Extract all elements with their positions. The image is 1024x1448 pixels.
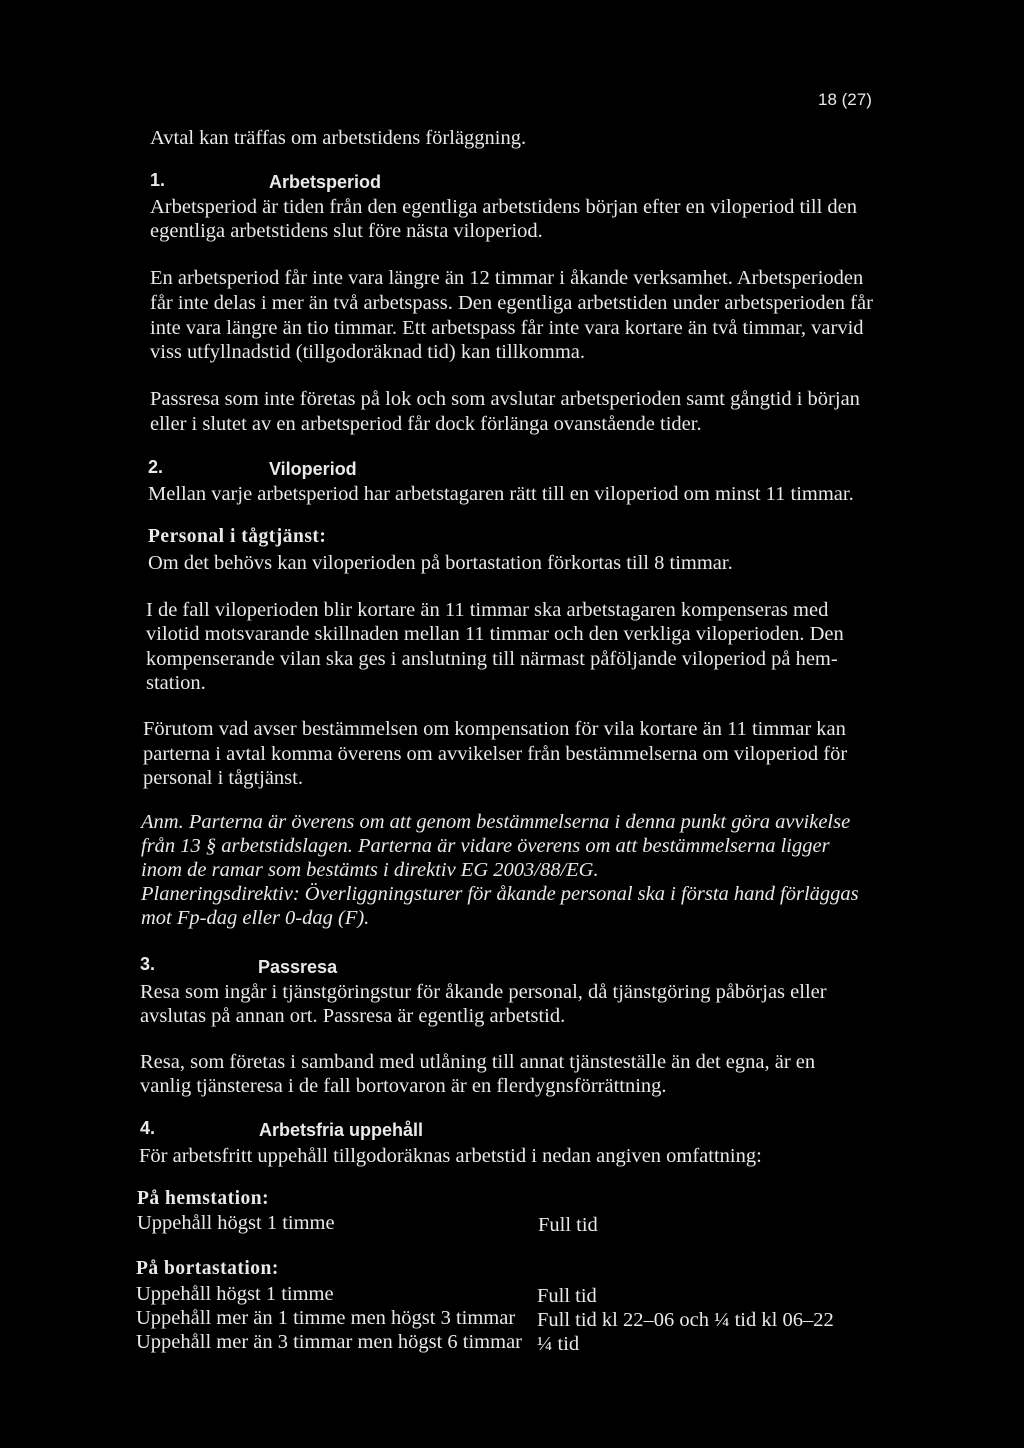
bortastation-row-label: Uppehåll mer än 1 timme men högst 3 timmar <box>136 1307 516 1329</box>
note-line: inom de ramar som bestämts i direktiv EG 2003/88/EG. <box>141 859 599 881</box>
paragraph-line: I de fall viloperioden blir kortare än 11 timmar ska arbetstagaren kompenseras med <box>146 599 829 621</box>
section-4-number: 4. <box>140 1118 156 1138</box>
paragraph-line: Passresa som inte företas på lok och som avslutar arbetsperioden samt gångtid i början <box>150 388 860 410</box>
paragraph-line: eller i slutet av en arbetsperiod får dock förlänga ovanstående tider. <box>150 413 702 435</box>
bortastation-row-value: Full tid kl 22–06 och ¼ tid kl 06–22 <box>537 1309 834 1331</box>
paragraph-line: inte vara längre än tio timmar. Ett arbetspass får inte vara kortare än två timmar, varvid <box>150 317 864 339</box>
section-4-title: Arbetsfria uppehåll <box>259 1120 424 1140</box>
paragraph-line: vilotid motsvarande skillnaden mellan 11 timmar och den verkliga viloperioden. Den <box>146 623 844 645</box>
subheading-bortastation: På bortastation: <box>136 1258 279 1279</box>
note-line: från 13 § arbetstidslagen. Parterna är vidare överens om att bestämmelserna ligger <box>141 835 830 857</box>
page-number: 18 (27) <box>818 90 872 109</box>
paragraph-line: För arbetsfritt uppehåll tillgodoräknas arbetstid i nedan angiven omfattning: <box>139 1145 762 1167</box>
subheading-hemstation: På hemstation: <box>137 1188 270 1209</box>
note-line: mot Fp-dag eller 0-dag (F). <box>141 907 370 929</box>
bortastation-row-value: ¼ tid <box>537 1333 580 1355</box>
section-3-title: Passresa <box>258 957 338 977</box>
section-2-number: 2. <box>148 457 164 477</box>
paragraph-line: viss utfyllnadstid (tillgodoräknad tid) kan tillkomma. <box>150 341 586 363</box>
hemstation-row-value: Full tid <box>538 1214 598 1236</box>
paragraph-line: vanlig tjänsteresa i de fall bortovaron är en flerdygnsförrättning. <box>140 1075 667 1097</box>
intro-text: Avtal kan träffas om arbetstidens förläggning. <box>150 127 527 149</box>
note-line: Anm. Parterna är överens om att genom bestämmelserna i denna punkt göra avvikelse <box>141 811 851 833</box>
bortastation-row-value: Full tid <box>537 1285 597 1307</box>
paragraph-line: Förutom vad avser bestämmelsen om kompensation för vila kortare än 11 timmar kan <box>143 718 846 740</box>
paragraph-line: parterna i avtal komma överens om avvikelser från bestämmelserna om viloperiod för <box>143 743 848 765</box>
paragraph-line: avslutas på annan ort. Passresa är egentlig arbetstid. <box>140 1005 566 1027</box>
paragraph-line: Om det behövs kan viloperioden på bortastation förkortas till 8 timmar. <box>148 552 733 574</box>
section-1-title: Arbetsperiod <box>269 172 382 192</box>
section-3-number: 3. <box>140 954 156 974</box>
paragraph-line: får inte delas i mer än två arbetspass. Den egentliga arbetstiden under arbetsperioden får <box>150 292 873 314</box>
bortastation-row-label: Uppehåll högst 1 timme <box>136 1283 334 1305</box>
paragraph-line: Arbetsperiod är tiden från den egentliga arbetstidens början efter en viloperiod till den <box>150 196 857 218</box>
hemstation-row-label: Uppehåll högst 1 timme <box>137 1212 335 1234</box>
section-1-number: 1. <box>150 170 166 190</box>
paragraph-line: Resa, som företas i samband med utlåning till annat tjänsteställe än det egna, är en <box>140 1051 816 1073</box>
paragraph-line: station. <box>146 672 206 694</box>
paragraph-line: Resa som ingår i tjänstgöringstur för åkande personal, då tjänstgöring påbörjas eller <box>140 981 827 1003</box>
paragraph-line: En arbetsperiod får inte vara längre än 12 timmar i åkande verksamhet. Arbetsperioden <box>150 267 864 289</box>
paragraph-line: Mellan varje arbetsperiod har arbetstagaren rätt till en viloperiod om minst 11 timmar. <box>148 483 854 505</box>
section-2-title: Viloperiod <box>269 459 357 479</box>
paragraph-line: kompenserande vilan ska ges i anslutning till närmast påföljande viloperiod på hem- <box>146 648 838 670</box>
paragraph-line: egentliga arbetstidens slut före nästa viloperiod. <box>150 220 543 242</box>
note-line: Planeringsdirektiv: Överliggningsturer för åkande personal ska i första hand förläggas <box>141 883 859 905</box>
subheading-personal: Personal i tågtjänst: <box>148 526 327 547</box>
paragraph-line: personal i tågtjänst. <box>143 767 303 789</box>
bortastation-row-label: Uppehåll mer än 3 timmar men högst 6 timmar <box>136 1331 522 1353</box>
